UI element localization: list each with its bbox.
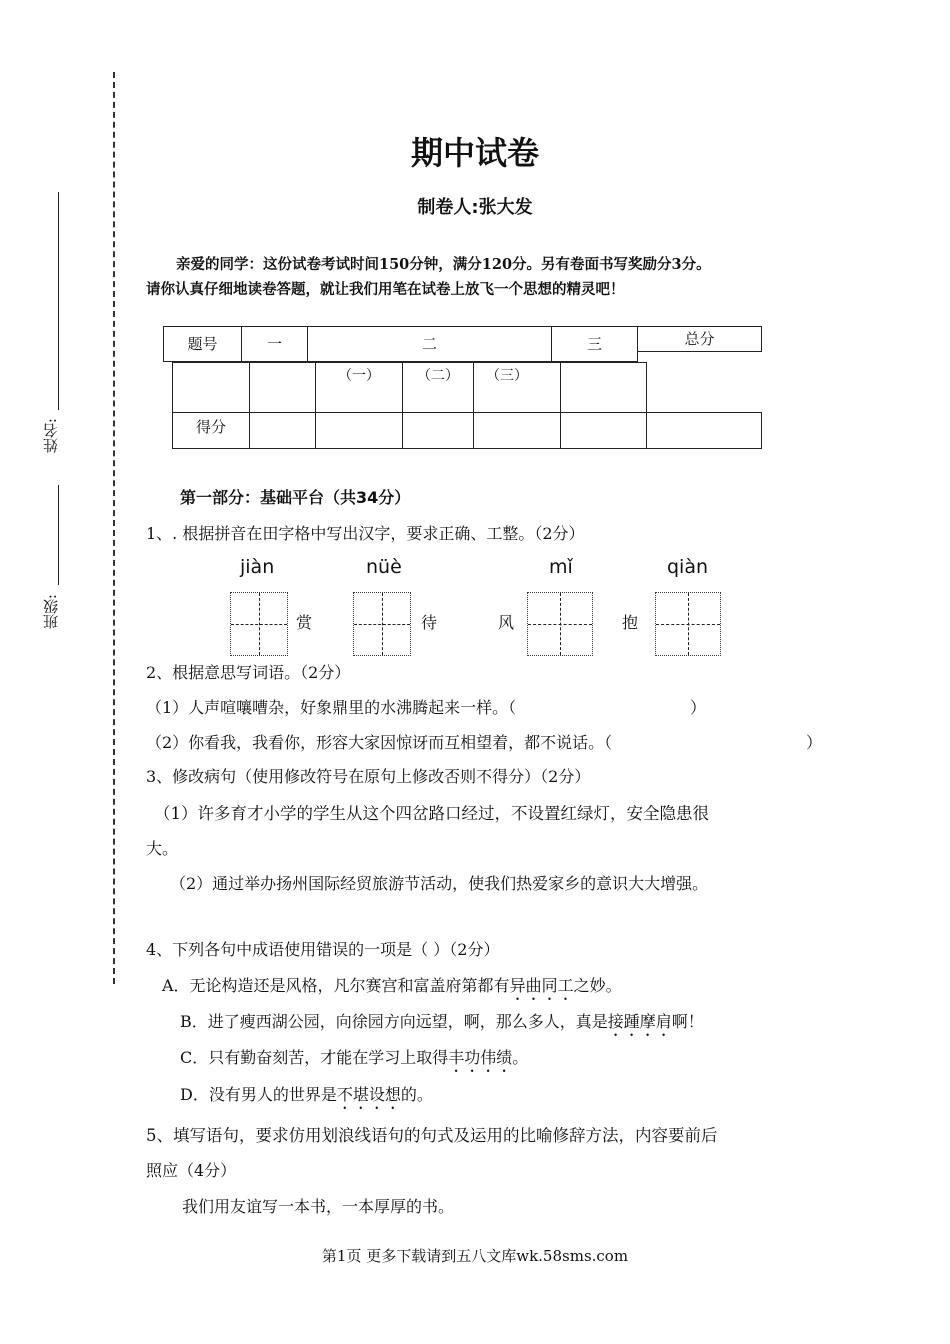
- table-header-total: 总分: [637, 326, 762, 352]
- score-cell-two-2[interactable]: [402, 412, 474, 449]
- q3-item-1b: 大。: [146, 839, 179, 858]
- table-score-label: 得分: [172, 412, 250, 449]
- page-footer: 第1页 更多下载请到五八文库wk.58sms.com: [321, 1247, 629, 1265]
- q3-item-2: （2）通过举办扬州国际经贸旅游节活动，使我们热爱家乡的意识大大增强。: [170, 874, 709, 893]
- question-2: 2、根据意思写词语。（2分）: [146, 663, 351, 682]
- pinyin-3: mǐ: [549, 556, 573, 578]
- q4-option-d[interactable]: [180, 1082, 433, 1113]
- q2-item-2: （2）你看我，我看你，形容大家因惊讶而互相望着，都不说话。（: [146, 733, 613, 752]
- option-d-idiom: 不堪设想: [336, 1085, 401, 1104]
- option-b-text: B．进了瘦西湖公园，向徐园方向远望，啊，那么多人，真是: [180, 1012, 608, 1031]
- option-c-idiom: 丰功伟绩: [448, 1048, 513, 1067]
- table-header-three: 三: [551, 326, 638, 362]
- table-header-two: 二: [307, 326, 552, 362]
- option-d-text: D．没有男人的世界是: [180, 1085, 337, 1104]
- option-c-text: C．只有勤奋刻苦，才能在学习上取得: [180, 1048, 449, 1067]
- grid-char-4: 抱: [622, 613, 639, 632]
- q2-item-2-close: ）: [806, 733, 823, 752]
- question-3: 3、修改病句（使用修改符号在原句上修改否则不得分）（2分）: [146, 767, 591, 786]
- class-label: 班级:: [42, 594, 60, 630]
- table-cell: [249, 362, 316, 413]
- name-label: 姓名:: [42, 418, 60, 454]
- q5-sample: 我们用友谊写一本书，一本厚厚的书。: [182, 1197, 455, 1216]
- option-a-idiom: 异曲同工: [509, 976, 574, 995]
- score-cell-three[interactable]: [560, 412, 647, 449]
- option-c-end: 。: [512, 1048, 529, 1067]
- table-header-num: 题号: [163, 326, 242, 362]
- pinyin-4: qiàn: [667, 556, 709, 578]
- section-heading: 第一部分：基础平台（共34分）: [180, 488, 411, 507]
- q4-option-c[interactable]: [180, 1045, 528, 1076]
- grid-char-2: 待: [421, 613, 438, 632]
- name-blank-line: [58, 192, 59, 410]
- score-cell-total[interactable]: [646, 412, 762, 449]
- table-sub-two: （二）: [402, 362, 474, 413]
- option-d-end: 的。: [400, 1085, 433, 1104]
- intro-text: [146, 252, 826, 302]
- grid-char-3: 风: [498, 613, 515, 632]
- question-5: 5、填写语句，要求仿用划浪线语句的句式及运用的比喻修辞方法，内容要前后: [146, 1126, 718, 1145]
- intro-line-2: 请你认真仔细地读卷答题，就让我们用笔在试卷上放飞一个思想的精灵吧！: [146, 281, 625, 298]
- score-cell-two-3[interactable]: [473, 412, 561, 449]
- table-header-one: 一: [241, 326, 308, 362]
- question-1: 1、. 根据拼音在田字格中写出汉字，要求正确、工整。（2分）: [146, 524, 585, 543]
- option-a-end: 之妙。: [573, 976, 622, 995]
- tianzige-box-2[interactable]: [353, 592, 411, 656]
- q4-option-a[interactable]: [162, 973, 622, 1004]
- option-a-text: A．无论构造还是风格，凡尔赛宫和富盖府第都有: [162, 976, 510, 995]
- pinyin-2: nüè: [366, 556, 402, 578]
- q2-item-1: （1）人声喧嚷嘈杂，好象鼎里的水沸腾起来一样。（: [146, 698, 517, 717]
- q2-item-1-close: ）: [690, 698, 707, 717]
- tianzige-box-1[interactable]: [230, 592, 288, 656]
- grid-char-1: 赏: [296, 613, 313, 632]
- score-cell-two-1[interactable]: [315, 412, 403, 449]
- q3-item-1a: （1）许多育才小学的学生从这个四岔路口经过，不设置红绿灯，安全隐患很: [154, 804, 709, 823]
- pinyin-1: jiàn: [240, 556, 275, 578]
- q4-option-b[interactable]: [180, 1009, 704, 1040]
- intro-line-1: 亲爱的同学：这份试卷考试时间150分钟，满分120分。另有卷面书写奖励分3分。: [176, 256, 711, 273]
- question-4: 4、下列各句中成语使用错误的一项是（ ）（2分）: [146, 940, 500, 959]
- option-b-idiom: 接踵摩肩: [607, 1012, 672, 1031]
- author-line: 制卷人:张大发: [417, 197, 533, 218]
- score-cell-one[interactable]: [249, 412, 316, 449]
- tianzige-box-4[interactable]: [655, 592, 721, 656]
- table-cell: [172, 362, 250, 413]
- table-sub-one: （一）: [315, 362, 403, 413]
- page-title: 期中试卷: [410, 134, 539, 172]
- option-b-end: 啊！: [671, 1012, 704, 1031]
- table-cell: [560, 362, 647, 413]
- table-sub-three: （三）: [473, 362, 561, 413]
- question-5-cont: 照应（4分）: [146, 1161, 237, 1180]
- tianzige-box-3[interactable]: [527, 592, 593, 656]
- class-blank-line: [58, 485, 59, 585]
